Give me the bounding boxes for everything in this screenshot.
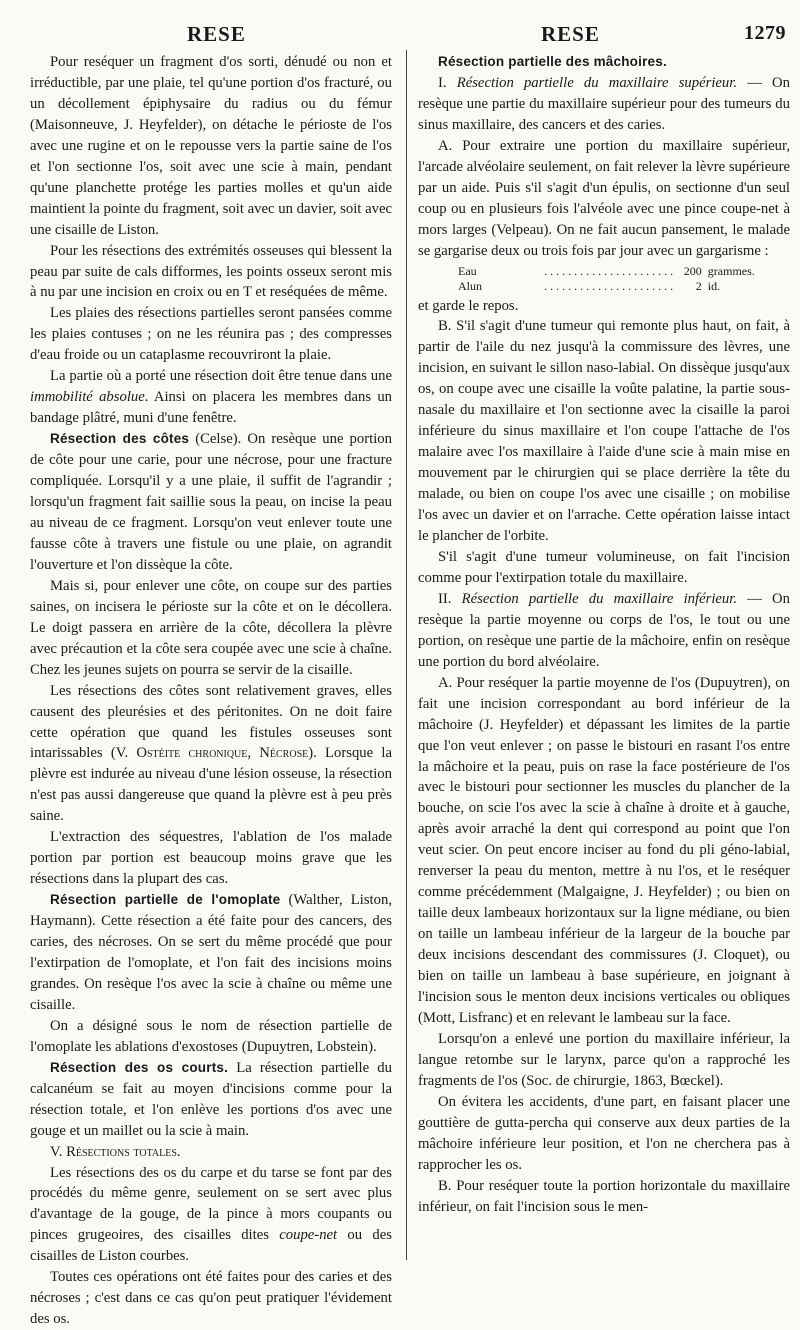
right-column (418, 52, 790, 1217)
subsection-maxillaire-inferieur (418, 589, 790, 673)
paragraph: Lorsqu'on a enlevé une portion du maxillaire inférieur, la langue retombe sur le larynx, parce qu'on a rapproché les fragments de l'os (Soc. de chirurgie, 1863, Bœckel). (418, 1030, 790, 1089)
cross-reference: Ostéite chronique, Nécrose (136, 745, 309, 762)
subsection-number: II. (438, 590, 462, 607)
text-run: ). Lorsque la plèvre est indurée au niveau d'une lésion osseuse, la résection n'est pas aussi dangereuse que quand la plèvre est à peu près saine. (30, 745, 392, 825)
text-run: Les résections des os du carpe et du tarse se font par des procédés du même genre, seulement on se sert avec plus d'avantage de la gouge, de la pince à mors coupants ou pinces grugeoires, des cisailles dites (30, 1164, 392, 1244)
ingredient-name: Alun (458, 278, 482, 293)
left-column (30, 52, 392, 1330)
paragraph: S'il s'agit d'une tumeur volumineuse, on fait l'incision comme pour l'extirpation totale du maxillaire. (418, 548, 790, 586)
running-head-left: RESE (187, 22, 246, 46)
recipe-table (458, 264, 758, 294)
paragraph: B. S'il s'agit d'une tumeur qui remonte plus haut, on fait, à partir de l'aile du nez jusqu'à la commissure des lèvres, une incision, en suivant le sillon naso-labial. On dissèque jusqu'aux os, on coupe avec une cisaille la voûte palatine, la partie sous-nasale du maxillaire et l'on sectionne avec la cisaille la paroi inférieure du sinus maxillaire et l'on coupe l'attache de l'os malaire avec l'os maxillaire à l'aide d'une scie à main mise en mouvement par le chirurgien qui se place derrière la tête du malade, ou bien on coupe l'os avec une cisaille ; on mobilise l'os avec un davier et on l'arrache. Cette opération laisse intact le plancher de l'orbite. (418, 318, 790, 545)
text-run: V. (50, 1143, 67, 1160)
text-run: (Walther, Liston, Haymann). Cette résection a été faite pour des cancers, des caries, des nécroses. On se sert du même procédé que pour l'extirpation de l'omoplate, et l'on fait des incisions moins grandes. On resèque l'os avec la scie à chaîne ou même une cisaille. (30, 892, 392, 1013)
paragraph (30, 366, 392, 429)
subsection-number: I. (438, 74, 457, 91)
leader-dots: . . . . . . . . . . . . . . . . . . . . . . (544, 278, 674, 293)
text-run: . Ainsi on placera les membres dans un bandage plâtré, muni d'une fenêtre. (30, 389, 393, 427)
entry-resection-machoires (418, 52, 790, 73)
text-run: (Celse). On resèque une portion de côte pour une carie, pour une nécrose, pour une fracture compliquée. Lorsqu'il y a une plaie, il suffit de l'agrandir ; lorsqu'un fragment fait saillie sous la peau, on incise la peau au niveau de ce fragment. Lorsqu'on veut enlever toute une fausse côte à travers une fistule ou une plaie, on agrandit l'ouverture et l'on dissèque la côte. (30, 431, 392, 573)
paragraph: Toutes ces opérations ont été faites pour des caries et des nécroses ; c'est dans ce cas qu'on peut pratiquer l'évidement des os. (30, 1269, 392, 1328)
paragraph: Pour reséquer un fragment d'os sorti, dénudé ou non et irréductible, par une plaie, tel qu'une portion d'os fracturé, ou un décollement épiphysaire du radius ou du fémur (Maisonneuve, J. Heyfelder), on détache le périoste de l'os avec une rugine et on le repousse vers la partie saine de l'os et l'on sectionne l'os, soit avec une scie à main, pendant qu'une planchette protége les parties molles et qu'un aide maintient la pointe du fragment, soit avec un davier, soit avec une cisaille de Liston. (30, 54, 392, 238)
ingredient-unit: grammes. (707, 263, 755, 278)
column-divider (406, 50, 407, 1260)
paragraph (30, 1142, 392, 1163)
entry-resection-os-courts (30, 1058, 392, 1142)
paragraph (30, 681, 392, 828)
ingredient-unit: id. (707, 278, 721, 293)
cross-reference: Résections totales (66, 1143, 177, 1160)
recipe-row (458, 279, 758, 294)
text-run: La résection partielle du calcanéum se fait au moyen d'incisions comme pour la résection totale, et l'on enlève les portions d'os avec une gouge et un maillet ou la scie à main. (30, 1059, 392, 1139)
paragraph: Les plaies des résections partielles seront pansées comme les plaies contuses ; on ne les réunira pas ; des compresses d'eau froide ou un cataplasme recouvriront la plaie. (30, 305, 392, 364)
paragraph: Mais si, pour enlever une côte, on coupe sur des parties saines, on incisera le périoste sur la côte et on le décollera. Le doigt passera en arrière de la côte, décollera la plèvre avec précaution et la côte sera coupée avec une scie à chaîne. Chez les jeunes sujets on pourra se servir de la cisaille. (30, 577, 392, 678)
leader-dots: . . . . . . . . . . . . . . . . . . . . . . (544, 263, 674, 278)
text-run: . (176, 1143, 181, 1160)
paragraph: A. Pour extraire une portion du maxillaire supérieur, l'arcade alvéolaire seulement, on fait relever la lèvre supérieure par un aide. Puis s'il s'agit d'un épulis, on sectionne d'un seul coup ou en plusieurs fois l'alvéole avec une pince coupe-net à mors larges (Velpeau). On ne fait aucun pansement, le malade se gargarise deux ou trois fois par jour avec un gargarisme : (418, 137, 790, 259)
running-head-right: RESE (541, 22, 600, 46)
text-run: Les résections des côtes sont relativement graves, elles causent des pleurésies et des péritonites. On ne doit faire cette opération que quand les fistules osseuses sont intarissables (V. (30, 682, 392, 762)
emphasis: immobilité absolue (30, 389, 145, 406)
paragraph: A. Pour reséquer la partie moyenne de l'os (Dupuytren), on fait une incision correspondant au bord inférieur de la mâchoire (J. Heyfelder) et dépassant les limites de la partie que l'on veut enlever ; on passe le bistouri en rasant l'os entre la mâchoire et la peau, puis on rase la face postérieure de l'os avec le bistouri pour sectionner les muscles du plancher de la bouche, on scie l'os avec la scie à chaîne à droite et à gauche, après avoir arraché la dent qui correspond au point que l'on veut scier. On peut encore inciser au fond du pli géno-labial, renverser la peau du menton, mettre à nu l'os, et le reséquer comme précédemment (Malgaigne, J. Heyfelder) ; ou bien on taille deux lambeaux horizontaux sur la ligne médiane, ou bien on taille un lambeau inférieur de la largeur de la bouche par deux incisions descendant des commissures (J. Cloquet), ou bien on taille un lambeau à base supérieure, en joignant à l'incision sous le menton deux incisions verticales ou obliques (Mott, Lisfranc) et en relevant le lambeau sur la face. (418, 674, 790, 1026)
emphasis: coupe-net (279, 1227, 338, 1244)
section-heading: Résection partielle des mâchoires. (438, 54, 667, 69)
ingredient-qty: 2 (695, 278, 702, 293)
section-heading: Résection des côtes (50, 431, 190, 447)
section-heading: Résection des os courts. (50, 1059, 229, 1075)
entry-resection-omoplate (30, 890, 392, 1016)
ingredient-qty: 200 (683, 263, 702, 278)
paragraph: On a désigné sous le nom de résection partielle de l'omoplate les ablations d'exostoses (Dupuytren, Lobstein). (30, 1017, 392, 1055)
paragraph: B. Pour reséquer toute la portion horizontale du maxillaire inférieur, on fait l'incision sous le men- (418, 1177, 790, 1215)
paragraph: L'extraction des séquestres, l'ablation de l'os malade portion par portion est beaucoup moins grave que les résections dans la plupart des cas. (30, 829, 392, 888)
entry-resection-cotes (30, 429, 392, 576)
subsection-title: Résection partielle du maxillaire supérieur. (456, 74, 738, 91)
paragraph: Pour les résections des extrémités osseuses qui blessent la peau par suite de cals difformes, les points osseux seront mis à nu par une incision en croix ou en T et reséquées de même. (30, 242, 392, 301)
text-run: La partie où a porté une résection doit être tenue dans une (50, 368, 392, 385)
text-run: ou des cisailles de Liston courbes. (30, 1227, 392, 1265)
paragraph: On évitera les accidents, d'une part, en faisant placer une gouttière de gutta-percha qui conserve aux deux parties de la mâchoire inférieure leur position, et l'on ne cherchera pas à rapprocher les os. (418, 1093, 790, 1173)
text-run: — On resèque la partie moyenne ou corps de l'os, le tout ou une portion, on resèque une partie de la mâchoire, enfin on resèque une portion du bord alvéolaire. (418, 590, 790, 670)
recipe-row (458, 264, 758, 279)
subsection-maxillaire-superieur (418, 73, 790, 136)
page-number: 1279 (744, 22, 786, 44)
text-run: — On resèque une partie du maxillaire supérieur pour des tumeurs du sinus maxillaire, des cancers et des caries. (418, 74, 790, 133)
paragraph (30, 1163, 392, 1268)
subsection-title: Résection partielle du maxillaire inférieur. (461, 590, 738, 607)
paragraph: et garde le repos. (418, 297, 519, 314)
ingredient-name: Eau (458, 263, 477, 278)
section-heading: Résection partielle de l'omoplate (50, 892, 281, 908)
